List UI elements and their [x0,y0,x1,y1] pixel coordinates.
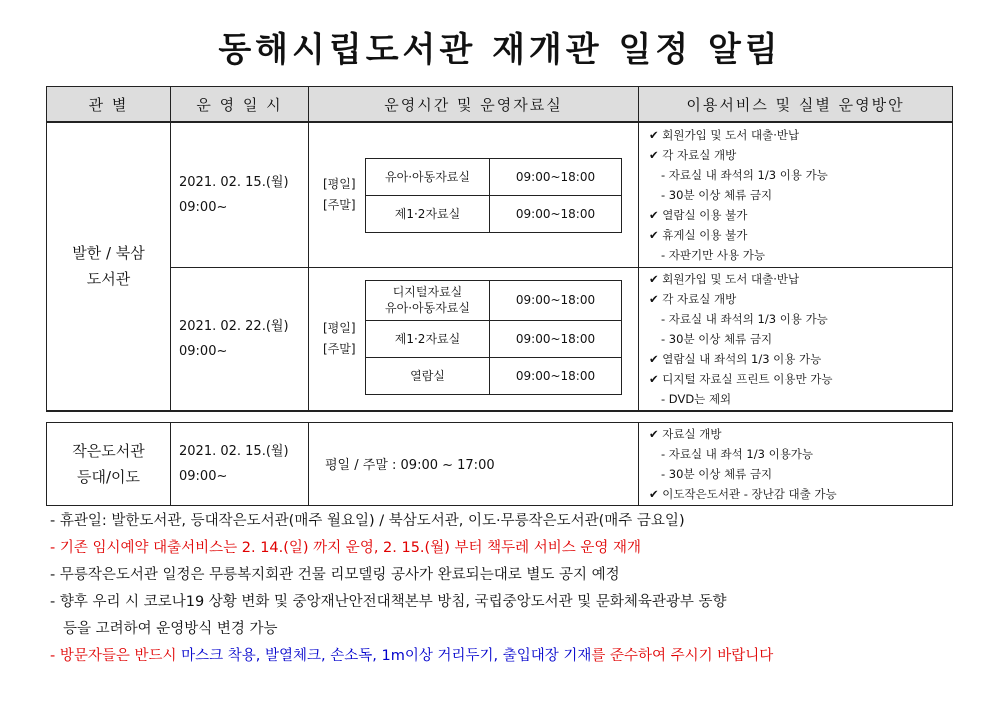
service-item: ✔ 이도작은도서관 - 장난감 대출 가능 [649,486,837,501]
notes-section [50,508,970,670]
room-row [366,357,622,394]
branch-name-line1: 발한 / 북삼 [72,244,145,263]
header-hours: 운영시간 및 운영자료실 [309,87,639,123]
note-policy: - 향후 우리 시 코로나19 상황 변화 및 중앙재난안전대책본부 방침, 국립중앙도서관 및 문화체육관광부 동향 [50,594,727,610]
room-hours-table [365,280,622,395]
room-hours-table [365,158,622,233]
hours-cell [309,122,639,267]
service-item: ✔ 회원가입 및 도서 대출·반납 [649,127,800,142]
room-name: 제1·2자료실 [366,320,490,357]
room-row [366,280,622,320]
room-hours: 09:00~18:00 [490,280,622,320]
table-row [47,422,953,505]
date-text: 2021. 02. 15.(월) [179,443,289,459]
service-item: - 자판기만 사용 가능 [661,247,765,262]
branch-cell-main [47,122,171,411]
note-mureung: - 무릉작은도서관 일정은 무릉복지회관 건물 리모델링 공사가 완료되는대로 별도 공지 예정 [50,567,620,583]
branch-name-line2: 등대/이도 [76,467,140,486]
note-visitors-start: - 방문자들은 반드시 [50,648,182,664]
room-row [366,159,622,196]
room-name: 열람실 [366,357,490,394]
hours-cell [309,267,639,411]
room-name: 디지털자료실 유아·아동자료실 [366,280,490,320]
service-item: - 30분 이상 체류 금지 [661,187,773,202]
note-visitors [50,643,970,670]
time-text: 09:00~ [179,343,228,359]
services-cell [639,122,953,267]
service-item: ✔ 회원가입 및 도서 대출·반납 [649,271,800,286]
table-gap [47,411,953,423]
service-item: - DVD는 제외 [661,391,732,406]
room-name: 제1·2자료실 [366,196,490,233]
room-name: 유아·아동자료실 [366,159,490,196]
service-item: ✔ 휴게실 이용 불가 [649,227,748,242]
service-item: - 자료실 내 좌석 1/3 이용가능 [661,446,814,461]
services-cell [639,267,953,411]
table-header-row [47,87,953,123]
service-item: - 자료실 내 좌석의 1/3 이용 가능 [661,311,828,326]
header-date: 운 영 일 시 [171,87,309,123]
service-item: ✔ 각 자료실 개방 [649,291,737,306]
service-item: ✔ 각 자료실 개방 [649,147,737,162]
service-item: - 30분 이상 체류 금지 [661,331,773,346]
time-text: 09:00~ [179,199,228,215]
date-text: 2021. 02. 15.(월) [179,174,289,190]
room-row [366,320,622,357]
note-closed-days: - 휴관일: 발한도서관, 등대작은도서관(매주 월요일) / 북삼도서관, 이도·무릉작은도서관(매주 금요일) [50,513,685,529]
note-policy-cont: 등을 고려하여 운영방식 변경 가능 [63,621,278,637]
date-cell [171,122,309,267]
date-cell [171,422,309,505]
note-visitors-end: 를 준수하여 주시기 바랍니다 [591,648,774,664]
service-item: ✔ 자료실 개방 [649,426,722,441]
header-branch: 관 별 [47,87,171,123]
table-row [47,122,953,267]
day-label: [평일] [주말] [323,177,356,212]
branch-name-line1: 작은도서관 [72,441,145,460]
day-label: [평일] [주말] [323,320,356,356]
table-row [47,267,953,411]
branch-cell-small [47,422,171,505]
time-text: 09:00~ [179,468,228,484]
service-item: ✔ 열람실 이용 불가 [649,207,748,222]
hours-cell: 평일 / 주말 : 09:00 ~ 17:00 [309,422,639,505]
room-row [366,196,622,233]
date-text: 2021. 02. 22.(월) [179,318,289,334]
room-hours: 09:00~18:00 [490,320,622,357]
services-cell [639,422,953,505]
service-item: ✔ 디지털 자료실 프린트 이용만 가능 [649,371,833,386]
room-hours: 09:00~18:00 [490,159,622,196]
service-item: - 자료실 내 좌석의 1/3 이용 가능 [661,167,828,182]
service-item: ✔ 열람실 내 좌석의 1/3 이용 가능 [649,351,822,366]
header-services: 이용서비스 및 실별 운영방안 [639,87,953,123]
date-cell [171,267,309,411]
service-item: - 30분 이상 체류 금지 [661,466,773,481]
note-visitors-rules: 마스크 착용, 발열체크, 손소독, 1m이상 거리두기, 출입대장 기재 [181,648,592,664]
note-reservation: - 기존 임시예약 대출서비스는 2. 14.(일) 까지 운영, 2. 15.(월) 부터 책두레 서비스 운영 재개 [50,540,641,556]
schedule-table [46,86,953,506]
room-hours: 09:00~18:00 [490,196,622,233]
branch-name-line2: 도서관 [86,270,131,289]
page-title: 동해시립도서관 재개관 일정 알림 [218,30,782,70]
room-hours: 09:00~18:00 [490,357,622,394]
